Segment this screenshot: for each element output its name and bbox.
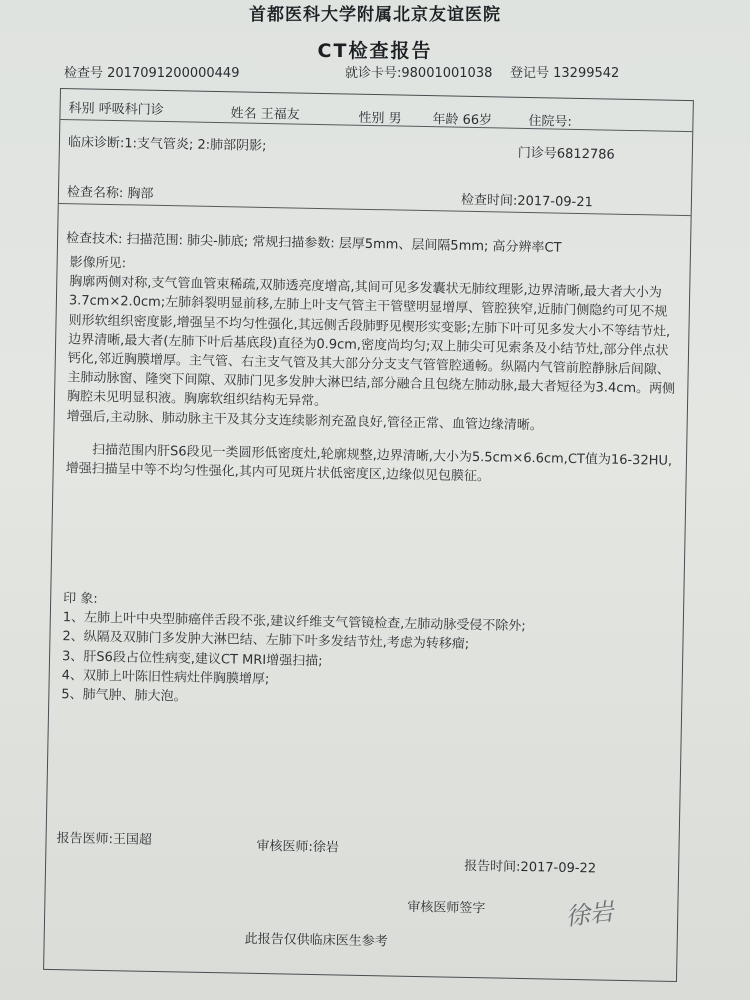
handwritten-signature: 徐岩 [564, 897, 616, 932]
reviewing-physician: 审核医师:徐岩 [256, 838, 339, 856]
impression-item: 3、肝S6段占位性病变,建议CT MRI增强扫描; [61, 648, 323, 669]
divider [59, 203, 691, 216]
hospital-name: 首都医科大学附属北京友谊医院 [249, 5, 501, 25]
reviewer-signature-label: 审核医师签字 [407, 899, 486, 917]
outpatient-number: 门诊号6812786 [517, 145, 615, 163]
impression-item: 5、肺气肿、肺大泡。 [61, 687, 187, 705]
exam-time: 检查时间:2017-09-21 [460, 192, 593, 211]
clinical-diagnosis: 临床诊断:1:支气管炎; 2:肺部阴影; [67, 135, 267, 154]
registration-number: 登记号 13299542 [510, 66, 620, 81]
impression-item: 2、纵隔及双肺门多发肿大淋巴结、左肺下叶多发结节灶,考虑为转移瘤; [62, 629, 470, 653]
card-number: 就诊卡号:98001001038 [345, 66, 493, 81]
report-frame [43, 88, 694, 982]
findings-paragraph: 扫描范围内肝S6段见一类圆形低密度灶,轮廓规整,边界清晰,大小为5.5cm×6.6cm,CT值为16-32HU,增强扫描呈中等不均匀性强化,其内可见斑片状低密度区,边缘似见包膜征。 [65, 442, 673, 485]
impression-item: 4、双肺上叶陈旧性病灶伴胸膜增厚; [61, 667, 270, 687]
patient-name: 姓名 王福友 [230, 106, 300, 123]
department: 科别 呼吸科门诊 [68, 101, 164, 118]
exam-number: 检查号 2017091200000449 [64, 66, 240, 81]
report-title: CT检查报告 [317, 40, 433, 62]
reporting-physician: 报告医师:王国超 [56, 831, 153, 848]
patient-sex: 性别 男 [358, 110, 402, 127]
patient-age: 年龄 66岁 [432, 112, 493, 129]
impression-section [61, 589, 671, 716]
impression-item: 1、左肺上叶中央型肺癌伴舌段不张,建议纤维支气管镜检查,左肺动脉受侵不除外; [62, 610, 526, 635]
exam-technique: 检查技术: 扫描范围: 肺尖-肺底; 常规扫描参数: 层厚5mm、层间隔5mm; 高分辨率CT [65, 231, 562, 256]
findings-heading: 影像所见: [69, 255, 127, 272]
findings-section [66, 253, 678, 490]
findings-paragraph: 增强后,主动脉、肺动脉主干及其分支连续影剂充盈良好,管径正常、血管边缘清晰。 [66, 408, 544, 433]
findings-paragraph: 胸廓两侧对称,支气管血管束稀疏,双肺透亮度增高,其间可见多发囊状无肺纹理影,边界清晰,最大者大小为3.7cm×2.0cm;左肺斜裂明显前移,左肺上叶支气管主干管壁明显增厚、管腔狭窄,近肺门侧隐约可见不规则形软组织密度影,增强呈不均匀性强化,其远侧舌段肺野见楔形实变影;左肺下叶可见多发大小不等结节灶,边界清晰,最大者(左肺下叶后基底段)直径为0.9cm,密度尚均匀;双上肺尖可见索条及小结节灶,部分伴点状钙化,邻近胸膜增厚。主气管、右主支气管及其大部分分支支气管管腔通畅。纵隔内气管前腔静脉后间隙、主肺动脉窗、隆突下间隙、双肺门见多发肿大淋巴结,部分融合且包绕左肺动脉,最大者短径为3.4cm。两侧胸腔未见明显积液。胸廓软组织结构无异常。 [66, 274, 676, 410]
footer-note: 此报告仅供临床医生参考 [244, 931, 388, 950]
impression-heading: 印 象: [63, 591, 98, 607]
inpatient-number: 住院号: [528, 114, 572, 130]
report-time: 报告时间:2017-09-22 [463, 858, 597, 877]
exam-name: 检查名称: 胸部 [66, 185, 154, 202]
